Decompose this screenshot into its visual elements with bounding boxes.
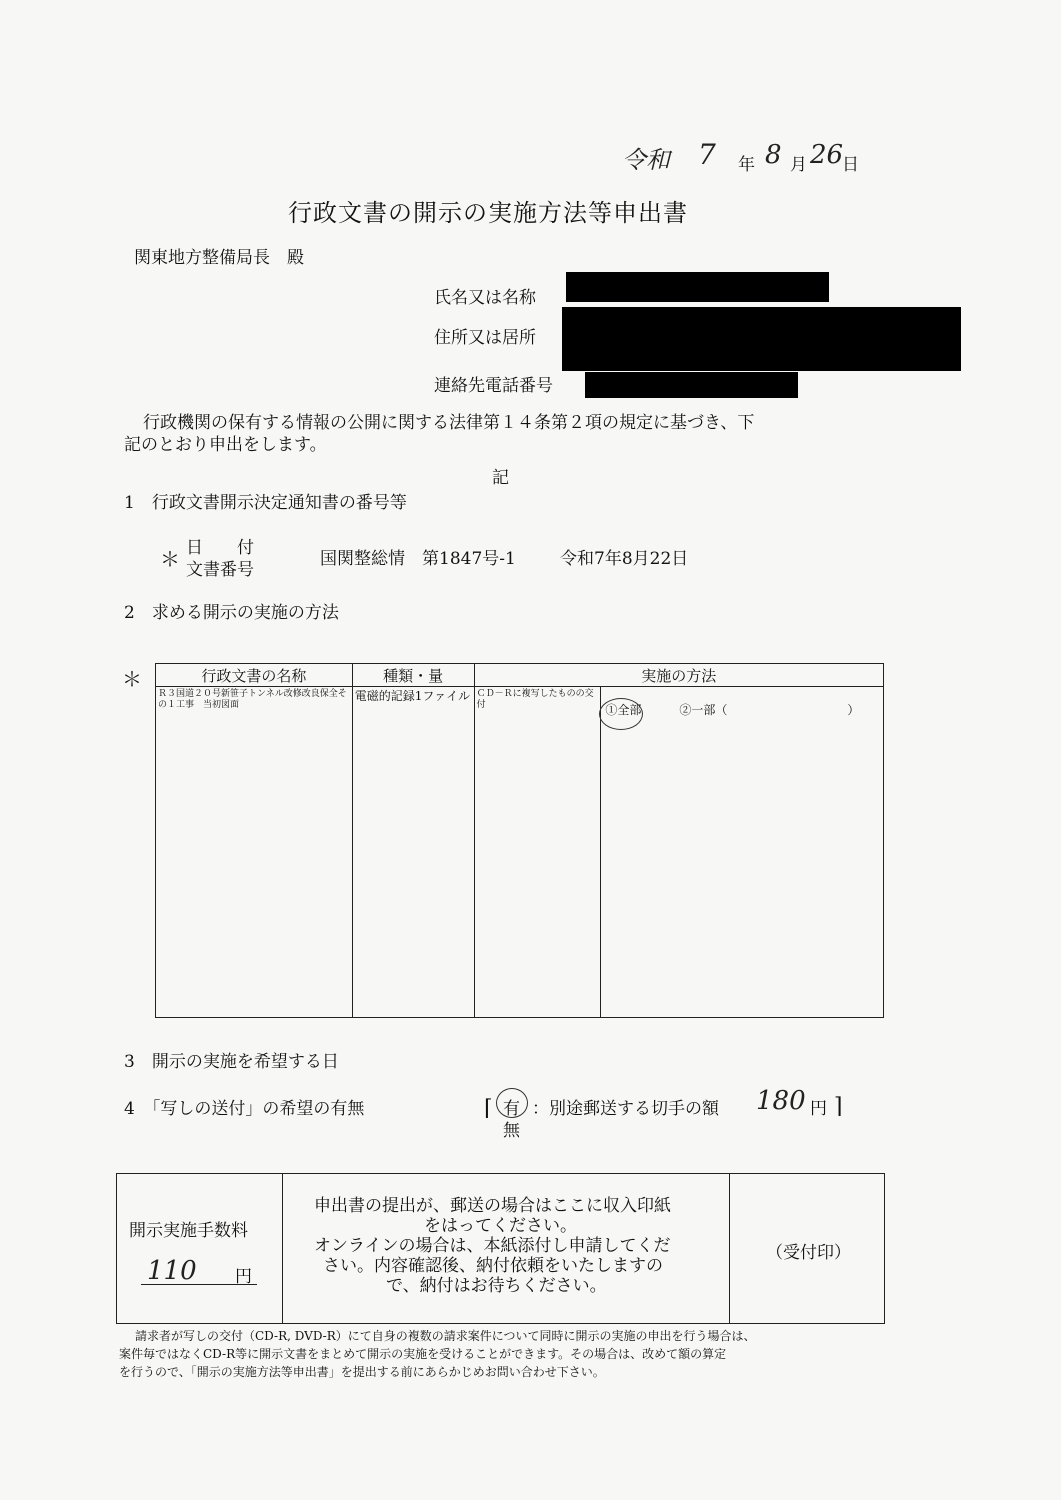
ki-label: 記 xyxy=(492,468,509,488)
footnote-line-2: 案件毎ではなくCD-R等に開示文書をまとめて開示の実施を受けることができます。その場合は、改めて額の算定 xyxy=(119,1347,727,1361)
date-month: 8 xyxy=(765,140,782,170)
docno-label: 文書番号 xyxy=(186,560,254,580)
header-kind-qty: 種類・量 xyxy=(352,664,474,687)
address-redaction xyxy=(562,307,961,371)
fee-yen: 円 xyxy=(235,1267,252,1287)
option-part-close: ） xyxy=(847,703,860,717)
footnote-line-3: を行うので、「開示の実施方法等申出書」を提出する前にあらかじめお問い合わせ下さい。 xyxy=(119,1365,605,1379)
method-cell: ＣＤ－Ｒに複写したものの交付 xyxy=(474,687,601,1018)
addressee: 関東地方整備局長 殿 xyxy=(134,248,304,268)
option-part: ②一部（ xyxy=(679,703,728,717)
section2-heading: 2 求める開示の実施の方法 xyxy=(124,603,339,623)
notice-date-value: 令和7年8月22日 xyxy=(560,549,689,569)
section1-heading: 1 行政文書開示決定通知書の番号等 xyxy=(124,493,407,513)
stamp-amount: 180 xyxy=(756,1086,806,1116)
address-label: 住所又は居所 xyxy=(434,328,536,348)
docno-value: 国関整総情 第1847号-1 xyxy=(320,549,516,569)
section4-heading: 4 「写しの送付」の希望の有無 xyxy=(124,1099,365,1119)
name-redaction xyxy=(566,272,829,302)
date-year: 7 xyxy=(698,138,716,171)
footnote-line-1: 請求者が写しの交付（CD-R, DVD-R）にて自身の複数の請求案件について同時に開示の実施の申出を行う場合は、 xyxy=(135,1329,756,1343)
instr-line-2: をはってください。 xyxy=(424,1216,577,1236)
fee-amount: 110 xyxy=(147,1256,197,1286)
document-title: 行政文書の開示の実施方法等申出書 xyxy=(288,199,688,227)
phone-label: 連絡先電話番号 xyxy=(434,376,553,396)
fee-label: 開示実施手数料 xyxy=(129,1221,248,1241)
date-day: 26 xyxy=(810,140,844,170)
right-bracket: ⌉ xyxy=(834,1094,843,1119)
doc-name-cell: Ｒ３国道２０号新笹子トンネル改修改良保全その１工事 当初図面 xyxy=(156,687,353,1018)
left-bracket: ⌈ xyxy=(484,1096,493,1121)
section3-heading: 3 開示の実施を希望する日 xyxy=(124,1052,339,1072)
reception-stamp-label: （受付印） xyxy=(766,1243,851,1263)
date-era: 令和 xyxy=(622,146,670,174)
section1-asterisk: ＊ xyxy=(160,547,180,571)
instr-line-4: さい。内容確認後、納付依頼をいたしますの xyxy=(323,1256,663,1276)
stamp-yen: 円 xyxy=(810,1099,827,1119)
disclosure-method-table xyxy=(155,663,884,1018)
header-doc-name: 行政文書の名称 xyxy=(156,664,353,687)
date-month-label: 月 xyxy=(790,155,807,175)
date-label: 日 付 xyxy=(186,538,254,558)
option-cell xyxy=(601,687,884,1018)
phone-redaction xyxy=(585,372,798,398)
intro-line-1: 行政機関の保有する情報の公開に関する法律第１４条第２項の規定に基づき、下 xyxy=(143,413,755,433)
instr-line-3: オンラインの場合は、本紙添付し申請してくだ xyxy=(314,1236,671,1256)
intro-line-2: 記のとおり申出をします。 xyxy=(124,435,327,455)
send-yes-circle-mark xyxy=(496,1088,528,1118)
kind-qty-cell: 電磁的記録1ファイル xyxy=(352,687,474,1018)
send-no: 無 xyxy=(503,1121,520,1141)
name-label: 氏名又は名称 xyxy=(434,288,536,308)
fee-cell xyxy=(117,1174,283,1323)
option-all-circle-mark xyxy=(599,698,643,730)
instr-line-5: で、納付はお待ちください。 xyxy=(386,1276,607,1296)
instr-line-1: 申出書の提出が、郵送の場合はここに収入印紙 xyxy=(314,1196,671,1216)
reception-stamp-cell xyxy=(729,1174,885,1323)
send-yes: 有 xyxy=(503,1099,520,1119)
option-all: ①全部 xyxy=(605,703,642,717)
date-year-label: 年 xyxy=(738,155,755,175)
header-method: 実施の方法 xyxy=(474,664,883,687)
fee-underline xyxy=(141,1284,257,1285)
fee-box xyxy=(116,1173,885,1324)
date-day-label: 日 xyxy=(842,155,859,175)
section2-asterisk: ＊ xyxy=(122,667,142,691)
stamp-text: ：別途郵送する切手の額 xyxy=(532,1099,719,1119)
